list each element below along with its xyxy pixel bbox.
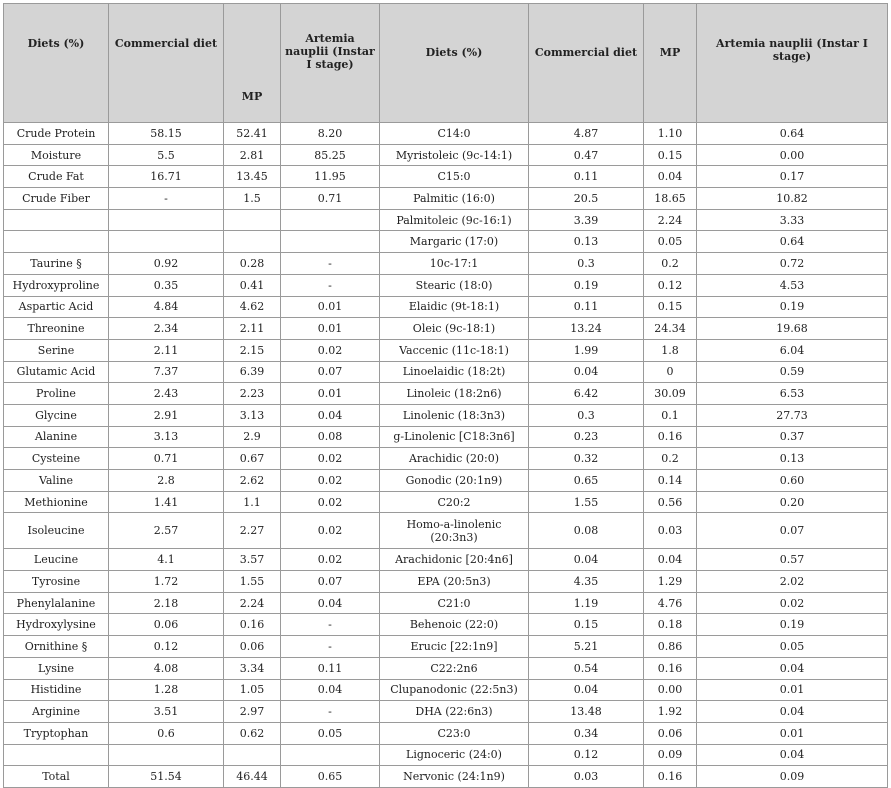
artemia-value: 0.02 — [281, 491, 380, 513]
mp-value: 13.45 — [224, 166, 281, 188]
fatty-acid: EPA (20:5n3) — [380, 571, 529, 593]
fatty-acid: C21:0 — [380, 592, 529, 614]
fa-mp-value: 0.04 — [644, 166, 697, 188]
fa-artemia-value: 0.04 — [697, 701, 888, 723]
fatty-acid: Clupanodonic (22:5n3) — [380, 679, 529, 701]
mp-value: 3.57 — [224, 549, 281, 571]
commercial-diet-value: 0.6 — [109, 722, 224, 744]
artemia-value: 0.02 — [281, 513, 380, 549]
fa-artemia-value: 6.53 — [697, 383, 888, 405]
fatty-acid: Margaric (17:0) — [380, 231, 529, 253]
diet-component: Aspartic Acid — [4, 296, 109, 318]
mp-value: 1.55 — [224, 571, 281, 593]
fa-mp-value: 0.16 — [644, 426, 697, 448]
fa-mp-value: 1.92 — [644, 701, 697, 723]
fatty-acid: Stearic (18:0) — [380, 274, 529, 296]
fa-mp-value: 24.34 — [644, 318, 697, 340]
artemia-value: 0.02 — [281, 448, 380, 470]
artemia-value: 0.04 — [281, 592, 380, 614]
fa-artemia-value: 0.64 — [697, 231, 888, 253]
table-row — [4, 744, 888, 766]
commercial-diet-value: 51.54 — [109, 766, 224, 788]
header-diets-fatty-acids: Diets (%) — [380, 4, 529, 123]
mp-value: 0.28 — [224, 253, 281, 275]
fa-commercial-diet-value: 0.23 — [529, 426, 644, 448]
diet-component: Alanine — [4, 426, 109, 448]
fa-mp-value: 18.65 — [644, 188, 697, 210]
artemia-value: 0.65 — [281, 766, 380, 788]
header-row — [4, 4, 888, 123]
table-row — [4, 231, 888, 253]
artemia-value: - — [281, 253, 380, 275]
artemia-value: 0.04 — [281, 679, 380, 701]
table-row — [4, 166, 888, 188]
fa-commercial-diet-value: 0.04 — [529, 679, 644, 701]
header-commercial-diet: Commercial diet — [109, 4, 224, 123]
fa-artemia-value: 0.19 — [697, 296, 888, 318]
fatty-acid: Vaccenic (11c-18:1) — [380, 339, 529, 361]
mp-value: 0.41 — [224, 274, 281, 296]
mp-value: 6.39 — [224, 361, 281, 383]
fa-artemia-value: 3.33 — [697, 209, 888, 231]
fa-commercial-diet-value: 0.65 — [529, 470, 644, 492]
fatty-acid: C20:2 — [380, 491, 529, 513]
fatty-acid: C15:0 — [380, 166, 529, 188]
fatty-acid: 10c-17:1 — [380, 253, 529, 275]
fa-mp-value: 0.04 — [644, 549, 697, 571]
fa-mp-value: 1.10 — [644, 123, 697, 145]
fatty-acid: Palmitic (16:0) — [380, 188, 529, 210]
fatty-acid: Oleic (9c-18:1) — [380, 318, 529, 340]
table-row — [4, 144, 888, 166]
table-row — [4, 209, 888, 231]
diet-component: Proline — [4, 383, 109, 405]
fatty-acid: C14:0 — [380, 123, 529, 145]
fa-mp-value: 0.09 — [644, 744, 697, 766]
table-row — [4, 404, 888, 426]
fa-mp-value: 0.14 — [644, 470, 697, 492]
fa-artemia-value: 0.05 — [697, 636, 888, 658]
header-artemia-2: Artemia nauplii (Instar I stage) — [697, 4, 888, 123]
commercial-diet-value: 2.43 — [109, 383, 224, 405]
diet-component: Taurine § — [4, 253, 109, 275]
mp-value: 46.44 — [224, 766, 281, 788]
fa-mp-value: 30.09 — [644, 383, 697, 405]
fa-commercial-diet-value: 0.13 — [529, 231, 644, 253]
table-row — [4, 491, 888, 513]
commercial-diet-value: 58.15 — [109, 123, 224, 145]
artemia-value — [281, 231, 380, 253]
diet-component: Cysteine — [4, 448, 109, 470]
fa-commercial-diet-value: 0.32 — [529, 448, 644, 470]
mp-value: 0.67 — [224, 448, 281, 470]
diet-component: Crude Protein — [4, 123, 109, 145]
fa-commercial-diet-value: 0.3 — [529, 253, 644, 275]
artemia-value: 8.20 — [281, 123, 380, 145]
fa-artemia-value: 0.07 — [697, 513, 888, 549]
table-row — [4, 123, 888, 145]
diet-component: Tyrosine — [4, 571, 109, 593]
artemia-value: 0.02 — [281, 339, 380, 361]
header-artemia: Artemia nauplii (Instar I stage) — [281, 4, 380, 123]
fa-mp-value: 0.56 — [644, 491, 697, 513]
fa-mp-value: 0.16 — [644, 766, 697, 788]
fa-artemia-value: 0.01 — [697, 722, 888, 744]
fa-mp-value: 0.05 — [644, 231, 697, 253]
fa-artemia-value: 6.04 — [697, 339, 888, 361]
mp-value: 0.06 — [224, 636, 281, 658]
fa-mp-value: 4.76 — [644, 592, 697, 614]
table-row — [4, 701, 888, 723]
fa-artemia-value: 19.68 — [697, 318, 888, 340]
artemia-value: 0.02 — [281, 470, 380, 492]
mp-value: 52.41 — [224, 123, 281, 145]
diet-component — [4, 209, 109, 231]
artemia-value: 85.25 — [281, 144, 380, 166]
commercial-diet-value: 1.28 — [109, 679, 224, 701]
table-row — [4, 766, 888, 788]
mp-value: 2.15 — [224, 339, 281, 361]
fa-commercial-diet-value: 6.42 — [529, 383, 644, 405]
fa-commercial-diet-value: 1.19 — [529, 592, 644, 614]
commercial-diet-value: 3.51 — [109, 701, 224, 723]
fa-mp-value: 1.29 — [644, 571, 697, 593]
fa-mp-value: 0 — [644, 361, 697, 383]
fa-commercial-diet-value: 0.54 — [529, 657, 644, 679]
fa-artemia-value: 10.82 — [697, 188, 888, 210]
table-row — [4, 614, 888, 636]
artemia-value: - — [281, 614, 380, 636]
fa-artemia-value: 0.60 — [697, 470, 888, 492]
artemia-value: 0.08 — [281, 426, 380, 448]
fa-commercial-diet-value: 0.3 — [529, 404, 644, 426]
diet-component: Valine — [4, 470, 109, 492]
mp-value: 2.11 — [224, 318, 281, 340]
commercial-diet-value: 4.1 — [109, 549, 224, 571]
mp-value: 2.24 — [224, 592, 281, 614]
mp-value: 2.9 — [224, 426, 281, 448]
table-row — [4, 470, 888, 492]
fa-artemia-value: 0.20 — [697, 491, 888, 513]
fa-commercial-diet-value: 0.03 — [529, 766, 644, 788]
mp-value: 0.16 — [224, 614, 281, 636]
fa-artemia-value: 4.53 — [697, 274, 888, 296]
commercial-diet-value: 0.71 — [109, 448, 224, 470]
diet-component: Lysine — [4, 657, 109, 679]
artemia-value: 0.07 — [281, 571, 380, 593]
artemia-value: 0.04 — [281, 404, 380, 426]
fatty-acid: Nervonic (24:1n9) — [380, 766, 529, 788]
commercial-diet-value: 1.41 — [109, 491, 224, 513]
artemia-value: 11.95 — [281, 166, 380, 188]
fa-commercial-diet-value: 0.11 — [529, 166, 644, 188]
mp-value: 2.23 — [224, 383, 281, 405]
table-row — [4, 296, 888, 318]
fatty-acid: Behenoic (22:0) — [380, 614, 529, 636]
mp-value: 2.62 — [224, 470, 281, 492]
fa-commercial-diet-value: 0.15 — [529, 614, 644, 636]
diet-component: Moisture — [4, 144, 109, 166]
commercial-diet-value: 5.5 — [109, 144, 224, 166]
fa-artemia-value: 2.02 — [697, 571, 888, 593]
diet-component — [4, 744, 109, 766]
fa-commercial-diet-value: 1.55 — [529, 491, 644, 513]
fa-artemia-value: 0.01 — [697, 679, 888, 701]
commercial-diet-value: 3.13 — [109, 426, 224, 448]
table-row — [4, 274, 888, 296]
table-row — [4, 383, 888, 405]
fa-commercial-diet-value: 13.24 — [529, 318, 644, 340]
table-row — [4, 339, 888, 361]
table-row — [4, 188, 888, 210]
diet-component: Glutamic Acid — [4, 361, 109, 383]
table-row — [4, 361, 888, 383]
diet-component: Arginine — [4, 701, 109, 723]
mp-value — [224, 744, 281, 766]
table-row — [4, 549, 888, 571]
fa-commercial-diet-value: 0.11 — [529, 296, 644, 318]
table-row — [4, 636, 888, 658]
table-body — [4, 123, 888, 788]
fa-commercial-diet-value: 0.08 — [529, 513, 644, 549]
fa-artemia-value: 0.09 — [697, 766, 888, 788]
commercial-diet-value: 2.8 — [109, 470, 224, 492]
artemia-value: 0.07 — [281, 361, 380, 383]
fatty-acid: Gonodic (20:1n9) — [380, 470, 529, 492]
header-mp: MP — [224, 4, 281, 123]
fa-mp-value: 0.2 — [644, 448, 697, 470]
diet-component: Phenylalanine — [4, 592, 109, 614]
diet-component: Serine — [4, 339, 109, 361]
table-row — [4, 253, 888, 275]
fa-mp-value: 1.8 — [644, 339, 697, 361]
commercial-diet-value: 0.35 — [109, 274, 224, 296]
artemia-value: 0.05 — [281, 722, 380, 744]
commercial-diet-value: 0.12 — [109, 636, 224, 658]
artemia-value: 0.71 — [281, 188, 380, 210]
commercial-diet-value: 4.08 — [109, 657, 224, 679]
fa-commercial-diet-value: 4.87 — [529, 123, 644, 145]
artemia-value — [281, 744, 380, 766]
artemia-value — [281, 209, 380, 231]
fa-commercial-diet-value: 0.47 — [529, 144, 644, 166]
mp-value: 2.97 — [224, 701, 281, 723]
fa-artemia-value: 0.37 — [697, 426, 888, 448]
commercial-diet-value: 2.11 — [109, 339, 224, 361]
fa-artemia-value: 0.57 — [697, 549, 888, 571]
fatty-acid: Lignoceric (24:0) — [380, 744, 529, 766]
commercial-diet-value: 1.72 — [109, 571, 224, 593]
table-row — [4, 448, 888, 470]
commercial-diet-value: - — [109, 188, 224, 210]
artemia-value: - — [281, 274, 380, 296]
commercial-diet-value — [109, 744, 224, 766]
mp-value: 1.5 — [224, 188, 281, 210]
commercial-diet-value: 7.37 — [109, 361, 224, 383]
fa-commercial-diet-value: 0.34 — [529, 722, 644, 744]
header-mp-2: MP — [644, 4, 697, 123]
fatty-acid: Linoleic (18:2n6) — [380, 383, 529, 405]
mp-value: 3.34 — [224, 657, 281, 679]
artemia-value: - — [281, 701, 380, 723]
diet-component: Methionine — [4, 491, 109, 513]
fatty-acid: Linoelaidic (18:2t) — [380, 361, 529, 383]
artemia-value: 0.01 — [281, 318, 380, 340]
commercial-diet-value: 4.84 — [109, 296, 224, 318]
fatty-acid: Linolenic (18:3n3) — [380, 404, 529, 426]
fa-artemia-value: 0.04 — [697, 657, 888, 679]
diet-component: Hydroxyproline — [4, 274, 109, 296]
table-row — [4, 426, 888, 448]
commercial-diet-value: 0.92 — [109, 253, 224, 275]
fatty-acid: Elaidic (9t-18:1) — [380, 296, 529, 318]
mp-value: 4.62 — [224, 296, 281, 318]
fa-artemia-value: 0.19 — [697, 614, 888, 636]
diet-component: Ornithine § — [4, 636, 109, 658]
fatty-acid: C23:0 — [380, 722, 529, 744]
diet-component: Tryptophan — [4, 722, 109, 744]
fa-artemia-value: 27.73 — [697, 404, 888, 426]
fa-commercial-diet-value: 0.12 — [529, 744, 644, 766]
fa-artemia-value: 0.17 — [697, 166, 888, 188]
diet-component: Leucine — [4, 549, 109, 571]
fatty-acid: g-Linolenic [C18:3n6] — [380, 426, 529, 448]
fa-mp-value: 0.00 — [644, 679, 697, 701]
diet-component: Glycine — [4, 404, 109, 426]
fa-artemia-value: 0.04 — [697, 744, 888, 766]
table-row — [4, 657, 888, 679]
fa-commercial-diet-value: 1.99 — [529, 339, 644, 361]
mp-value: 1.05 — [224, 679, 281, 701]
mp-value: 2.81 — [224, 144, 281, 166]
mp-value — [224, 231, 281, 253]
composition-table — [3, 3, 888, 788]
fa-mp-value: 0.18 — [644, 614, 697, 636]
table-row — [4, 679, 888, 701]
artemia-value: 0.11 — [281, 657, 380, 679]
fa-commercial-diet-value: 0.04 — [529, 361, 644, 383]
fatty-acid: Arachidonic [20:4n6] — [380, 549, 529, 571]
fa-artemia-value: 0.64 — [697, 123, 888, 145]
fa-artemia-value: 0.59 — [697, 361, 888, 383]
artemia-value: - — [281, 636, 380, 658]
diet-component: Crude Fat — [4, 166, 109, 188]
fa-mp-value: 0.15 — [644, 296, 697, 318]
fa-mp-value: 0.03 — [644, 513, 697, 549]
fa-mp-value: 0.2 — [644, 253, 697, 275]
fa-mp-value: 0.12 — [644, 274, 697, 296]
mp-value: 2.27 — [224, 513, 281, 549]
fatty-acid: DHA (22:6n3) — [380, 701, 529, 723]
fa-commercial-diet-value: 0.04 — [529, 549, 644, 571]
artemia-value: 0.02 — [281, 549, 380, 571]
fa-commercial-diet-value: 3.39 — [529, 209, 644, 231]
commercial-diet-value: 2.57 — [109, 513, 224, 549]
diet-component — [4, 231, 109, 253]
header-diets: Diets (%) — [4, 4, 109, 123]
table-row — [4, 571, 888, 593]
artemia-value: 0.01 — [281, 383, 380, 405]
commercial-diet-value: 2.18 — [109, 592, 224, 614]
fatty-acid: Arachidic (20:0) — [380, 448, 529, 470]
fatty-acid: Erucic [22:1n9] — [380, 636, 529, 658]
diet-component: Hydroxylysine — [4, 614, 109, 636]
fa-artemia-value: 0.02 — [697, 592, 888, 614]
table-row — [4, 318, 888, 340]
fa-mp-value: 0.15 — [644, 144, 697, 166]
table-row — [4, 513, 888, 549]
fa-commercial-diet-value: 13.48 — [529, 701, 644, 723]
header-commercial-diet-2: Commercial diet — [529, 4, 644, 123]
fa-mp-value: 0.16 — [644, 657, 697, 679]
commercial-diet-value: 2.91 — [109, 404, 224, 426]
commercial-diet-value: 16.71 — [109, 166, 224, 188]
fa-commercial-diet-value: 0.19 — [529, 274, 644, 296]
diet-component: Isoleucine — [4, 513, 109, 549]
artemia-value: 0.01 — [281, 296, 380, 318]
commercial-diet-value — [109, 231, 224, 253]
diet-component: Threonine — [4, 318, 109, 340]
mp-value: 1.1 — [224, 491, 281, 513]
fa-artemia-value: 0.00 — [697, 144, 888, 166]
fatty-acid: Myristoleic (9c-14:1) — [380, 144, 529, 166]
fa-commercial-diet-value: 4.35 — [529, 571, 644, 593]
fa-commercial-diet-value: 5.21 — [529, 636, 644, 658]
commercial-diet-value: 2.34 — [109, 318, 224, 340]
mp-value: 0.62 — [224, 722, 281, 744]
fa-mp-value: 0.86 — [644, 636, 697, 658]
fa-mp-value: 0.06 — [644, 722, 697, 744]
fa-mp-value: 0.1 — [644, 404, 697, 426]
fa-commercial-diet-value: 20.5 — [529, 188, 644, 210]
commercial-diet-value: 0.06 — [109, 614, 224, 636]
fa-mp-value: 2.24 — [644, 209, 697, 231]
table-row — [4, 592, 888, 614]
fatty-acid: C22:2n6 — [380, 657, 529, 679]
commercial-diet-value — [109, 209, 224, 231]
fatty-acid: Homo-a-linolenic (20:3n3) — [380, 513, 529, 549]
diet-component: Crude Fiber — [4, 188, 109, 210]
fatty-acid: Palmitoleic (9c-16:1) — [380, 209, 529, 231]
diet-component: Total — [4, 766, 109, 788]
fa-artemia-value: 0.13 — [697, 448, 888, 470]
mp-value: 3.13 — [224, 404, 281, 426]
fa-artemia-value: 0.72 — [697, 253, 888, 275]
table-row — [4, 722, 888, 744]
mp-value — [224, 209, 281, 231]
diet-component: Histidine — [4, 679, 109, 701]
